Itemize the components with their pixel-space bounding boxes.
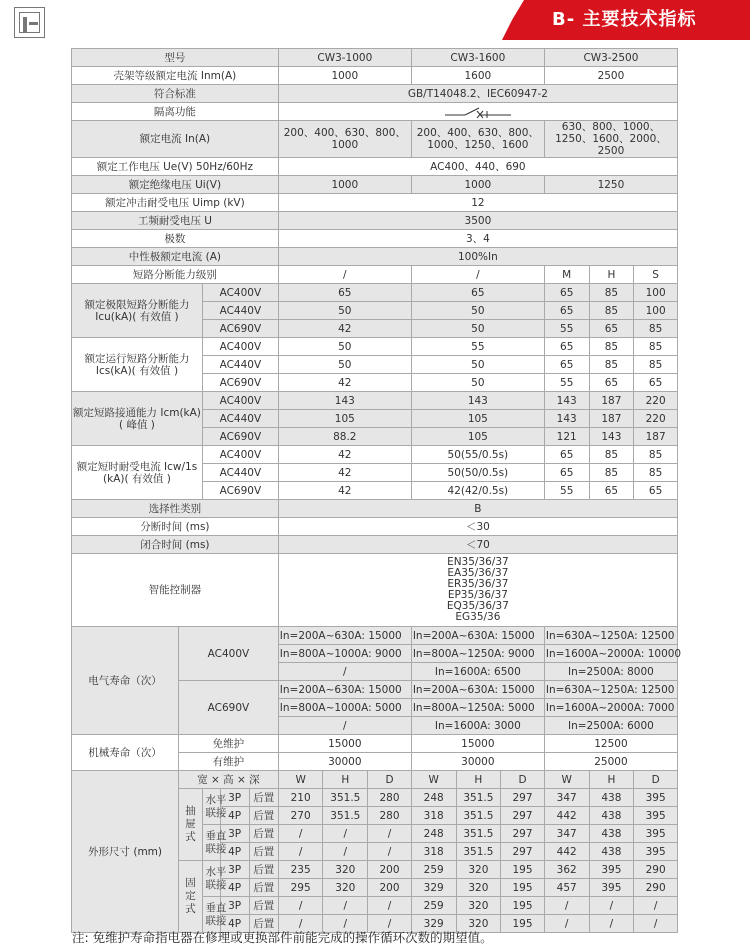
cell: 457 <box>544 879 589 897</box>
label-fixed-text: 固定式 <box>185 877 196 915</box>
cell: In=200A~630A: 15000 <box>278 681 411 699</box>
cell: 42 <box>278 446 411 464</box>
cell: 85 <box>589 464 634 482</box>
controller-item: EP35/36/37 <box>447 589 508 601</box>
cell: / <box>544 915 589 933</box>
row-ue <box>72 158 678 176</box>
row-elec-1 <box>72 627 678 645</box>
company-logo <box>14 7 45 38</box>
cell: H <box>323 771 368 789</box>
cell: AC440V <box>202 356 278 374</box>
cell: 1000 <box>278 176 411 194</box>
cell: / <box>634 897 678 915</box>
cell: / <box>278 663 411 681</box>
cell: 42 <box>278 482 411 500</box>
cell: 65 <box>634 374 678 392</box>
cell: In=2500A: 8000 <box>544 663 677 681</box>
cell: In=630A~1250A: 12500 <box>544 627 677 645</box>
cell: 395 <box>634 807 678 825</box>
cell: In=1600A: 3000 <box>411 717 544 735</box>
cell: H <box>456 771 501 789</box>
cell: D <box>501 771 545 789</box>
cell: 65 <box>544 446 589 464</box>
cell: 后置 <box>249 915 278 933</box>
label-horiz-text: 水平联接 <box>205 793 227 819</box>
cell: 187 <box>589 392 634 410</box>
cell: In=1600A~2000A: 10000 <box>544 645 677 663</box>
cell: 55 <box>544 320 589 338</box>
label-controller: 智能控制器 <box>72 554 279 627</box>
cell: 270 <box>278 807 323 825</box>
row-selectivity <box>72 500 678 518</box>
cell: 1000 <box>278 67 411 85</box>
cell: 65 <box>544 302 589 320</box>
cell: 12 <box>278 194 677 212</box>
row-icm-1 <box>72 392 678 410</box>
cell: AC440V <box>202 302 278 320</box>
cell: S <box>634 266 678 284</box>
cell: AC690V <box>202 320 278 338</box>
cell: / <box>278 843 323 861</box>
cell: AC690V <box>202 482 278 500</box>
cell: W <box>544 771 589 789</box>
row-breaking <box>72 266 678 284</box>
label-rated: 额定电流 In(A) <box>72 121 279 158</box>
cell: 395 <box>589 861 634 879</box>
cell: 143 <box>411 392 544 410</box>
cell: 630、800、1000、1250、1600、2000、2500 <box>544 121 677 158</box>
row-dim-header <box>72 771 678 789</box>
cell: 143 <box>544 410 589 428</box>
cell: 442 <box>544 843 589 861</box>
row-close-time <box>72 536 678 554</box>
cell: 30000 <box>411 753 544 771</box>
cell: / <box>323 897 368 915</box>
cell: D <box>634 771 678 789</box>
label-ui: 额定绝缘电压 Ui(V) <box>72 176 279 194</box>
cell: 50 <box>278 302 411 320</box>
cell: 395 <box>589 879 634 897</box>
label-ue: 额定工作电压 Ue(V) 50Hz/60Hz <box>72 158 279 176</box>
row-ics-1 <box>72 338 678 356</box>
cell: AC690V <box>202 374 278 392</box>
cell: 3P <box>220 897 249 915</box>
cell: In=200A~630A: 15000 <box>411 681 544 699</box>
cell: In=200A~630A: 15000 <box>411 627 544 645</box>
controller-item: EA35/36/37 <box>447 567 509 579</box>
row-break-time <box>72 518 678 536</box>
cell: 100 <box>634 284 678 302</box>
row-std <box>72 85 678 103</box>
cell: 248 <box>411 789 456 807</box>
cell: 1000 <box>411 176 544 194</box>
label-horiz <box>202 861 227 897</box>
cell: 50(55/0.5s) <box>411 446 544 464</box>
model-col-1: CW3-1000 <box>278 49 411 67</box>
row-model <box>72 49 678 67</box>
section-title: B- 主要技术指标 <box>552 9 697 30</box>
cell: W <box>411 771 456 789</box>
cell: 220 <box>634 392 678 410</box>
row-neutral <box>72 248 678 266</box>
cell: B <box>278 500 677 518</box>
controller-item: ER35/36/37 <box>447 578 509 590</box>
cell: 3500 <box>278 212 677 230</box>
cell: 100%In <box>278 248 677 266</box>
label-dim: 外形尺寸 (mm) <box>72 771 179 933</box>
cell: / <box>368 897 412 915</box>
cell: GB/T14048.2、IEC60947-2 <box>278 85 677 103</box>
cell: / <box>411 266 544 284</box>
cell: / <box>368 843 412 861</box>
row-frame <box>72 67 678 85</box>
cell: / <box>368 825 412 843</box>
cell: 320 <box>323 861 368 879</box>
model-col-2: CW3-1600 <box>411 49 544 67</box>
cell: 后置 <box>249 861 278 879</box>
cell: 320 <box>323 879 368 897</box>
cell: 362 <box>544 861 589 879</box>
cell: 55 <box>411 338 544 356</box>
cell: 347 <box>544 789 589 807</box>
cell: 318 <box>411 807 456 825</box>
cell: 4P <box>220 879 249 897</box>
cell: In=800A~1250A: 9000 <box>411 645 544 663</box>
cell: 65 <box>411 284 544 302</box>
cell: In=800A~1250A: 5000 <box>411 699 544 717</box>
cell: D <box>368 771 412 789</box>
cell: 50 <box>411 374 544 392</box>
cell: 320 <box>456 897 501 915</box>
cell: In=2500A: 6000 <box>544 717 677 735</box>
row-controller <box>72 554 678 627</box>
cell: 438 <box>589 843 634 861</box>
cell: 280 <box>368 807 412 825</box>
cell: 65 <box>544 284 589 302</box>
cell: 85 <box>589 338 634 356</box>
cell: 442 <box>544 807 589 825</box>
cell: 50(50/0.5s) <box>411 464 544 482</box>
cell: 85 <box>634 446 678 464</box>
row-u <box>72 212 678 230</box>
cell: 1600 <box>411 67 544 85</box>
cell: AC400V <box>202 338 278 356</box>
cell: 3、4 <box>278 230 677 248</box>
cell: 42 <box>278 464 411 482</box>
cell: 200、400、630、800、1000、1250、1600 <box>411 121 544 158</box>
label-poles: 极数 <box>72 230 279 248</box>
label-vert-text: 垂直联接 <box>205 829 227 855</box>
isolation-symbol <box>278 103 677 121</box>
cell: 85 <box>589 284 634 302</box>
label-ics: 额定运行短路分断能力 Ics(kA)( 有效值 ) <box>72 338 203 392</box>
row-icw-1 <box>72 446 678 464</box>
cell: 有维护 <box>179 753 279 771</box>
cell: 42(42/0.5s) <box>411 482 544 500</box>
cell: 50 <box>278 356 411 374</box>
cell: / <box>278 897 323 915</box>
cell: 143 <box>589 428 634 446</box>
cell: 85 <box>589 446 634 464</box>
label-mech-life: 机械寿命（次） <box>72 735 179 771</box>
label-selectivity: 选择性类别 <box>72 500 279 518</box>
cell: 50 <box>278 338 411 356</box>
label-std: 符合标准 <box>72 85 279 103</box>
cell: 50 <box>411 356 544 374</box>
cell: 后置 <box>249 897 278 915</box>
cell: 235 <box>278 861 323 879</box>
cell: 143 <box>278 392 411 410</box>
cell: 200 <box>368 879 412 897</box>
cell: 25000 <box>544 753 677 771</box>
cell: 1250 <box>544 176 677 194</box>
cell: 195 <box>501 897 545 915</box>
label-horiz <box>202 789 227 825</box>
cell: 65 <box>589 320 634 338</box>
cell: 290 <box>634 879 678 897</box>
cell: / <box>278 266 411 284</box>
cell: 2500 <box>544 67 677 85</box>
cell: 143 <box>544 392 589 410</box>
label-icu: 额定极限短路分断能力 Icu(kA)( 有效值 ) <box>72 284 203 338</box>
cell: 259 <box>411 861 456 879</box>
label-horiz-text: 水平联接 <box>205 865 227 891</box>
isolator-symbol-icon <box>443 106 513 118</box>
cell: 438 <box>589 825 634 843</box>
cell: 438 <box>589 807 634 825</box>
cell: M <box>544 266 589 284</box>
cell: ＜30 <box>278 518 677 536</box>
cell: 320 <box>456 915 501 933</box>
cell: 55 <box>544 374 589 392</box>
cell: 12500 <box>544 735 677 753</box>
row-ui <box>72 176 678 194</box>
cell: 85 <box>634 320 678 338</box>
cell: 42 <box>278 320 411 338</box>
label-vert-text: 垂直联接 <box>205 901 227 927</box>
cell: 351.5 <box>456 843 501 861</box>
cell: 65 <box>544 338 589 356</box>
cell: 220 <box>634 410 678 428</box>
row-isolation <box>72 103 678 121</box>
cell: 后置 <box>249 789 278 807</box>
cell: / <box>323 843 368 861</box>
cell: 42 <box>278 374 411 392</box>
cell: 85 <box>634 464 678 482</box>
cell: 320 <box>456 861 501 879</box>
label-model: 型号 <box>72 49 279 67</box>
cell: 3P <box>220 825 249 843</box>
cell: AC440V <box>202 410 278 428</box>
cell: / <box>278 915 323 933</box>
cell: 259 <box>411 897 456 915</box>
cell: 329 <box>411 879 456 897</box>
cell: / <box>323 915 368 933</box>
cell: 65 <box>278 284 411 302</box>
cell: 65 <box>544 464 589 482</box>
cell: 85 <box>634 338 678 356</box>
spec-table <box>71 48 682 933</box>
cell: 后置 <box>249 825 278 843</box>
cell: AC400V <box>202 392 278 410</box>
label-breaking: 短路分断能力级别 <box>72 266 279 284</box>
cell: 后置 <box>249 807 278 825</box>
cell: 免维护 <box>179 735 279 753</box>
cell: 105 <box>411 428 544 446</box>
controller-list <box>278 554 677 627</box>
cell: H <box>589 771 634 789</box>
row-poles <box>72 230 678 248</box>
cell: 280 <box>368 789 412 807</box>
label-vert <box>202 825 227 861</box>
label-neutral: 中性极额定电流 (A) <box>72 248 279 266</box>
cell: / <box>323 825 368 843</box>
label-close-time: 闭合时间 (ms) <box>72 536 279 554</box>
cell: In=630A~1250A: 12500 <box>544 681 677 699</box>
cell: 395 <box>634 789 678 807</box>
label-uimp: 额定冲击耐受电压 Uimp (kV) <box>72 194 279 212</box>
label-drawout-text: 抽屉式 <box>185 805 196 843</box>
cell: H <box>589 266 634 284</box>
cell: 195 <box>501 861 545 879</box>
cell: 85 <box>589 356 634 374</box>
label-u: 工频耐受电压 U <box>72 212 279 230</box>
cell: 297 <box>501 825 545 843</box>
cell: 65 <box>544 356 589 374</box>
cell: 248 <box>411 825 456 843</box>
cell: 50 <box>411 302 544 320</box>
controller-item: EG35/36 <box>455 611 501 623</box>
cell: 宽 × 高 × 深 <box>179 771 279 789</box>
cell: 351.5 <box>323 789 368 807</box>
cell: 195 <box>501 915 545 933</box>
row-uimp <box>72 194 678 212</box>
row-rated <box>72 121 678 158</box>
cell: / <box>544 897 589 915</box>
cell: 195 <box>501 879 545 897</box>
cell: 88.2 <box>278 428 411 446</box>
cell: / <box>278 825 323 843</box>
cell: 65 <box>589 374 634 392</box>
cell: 187 <box>589 410 634 428</box>
section-banner <box>500 0 750 40</box>
cell: 351.5 <box>323 807 368 825</box>
cell: 50 <box>411 320 544 338</box>
cell: 438 <box>589 789 634 807</box>
label-elec-life: 电气寿命（次） <box>72 627 179 735</box>
cell: 85 <box>589 302 634 320</box>
cell: 后置 <box>249 879 278 897</box>
cell: 200、400、630、800、1000 <box>278 121 411 158</box>
cell: AC690V <box>179 681 279 735</box>
cell: 187 <box>634 428 678 446</box>
cell: ＜70 <box>278 536 677 554</box>
label-icw: 额定短时耐受电流 Icw/1s (kA)( 有效值 ) <box>72 446 203 500</box>
cell: 105 <box>411 410 544 428</box>
cell: / <box>589 897 634 915</box>
cell: AC400V <box>202 446 278 464</box>
cell: 3P <box>220 789 249 807</box>
cell: 351.5 <box>456 825 501 843</box>
row-icu-1 <box>72 284 678 302</box>
controller-item: EN35/36/37 <box>447 556 509 568</box>
cell: 297 <box>501 807 545 825</box>
label-frame: 壳架等级额定电流 Inm(A) <box>72 67 279 85</box>
cell: In=1600A: 6500 <box>411 663 544 681</box>
cell: 4P <box>220 843 249 861</box>
cell: In=1600A~2000A: 7000 <box>544 699 677 717</box>
cell: In=800A~1000A: 5000 <box>278 699 411 717</box>
cell: AC690V <box>202 428 278 446</box>
cell: 15000 <box>411 735 544 753</box>
cell: 329 <box>411 915 456 933</box>
cell: 395 <box>634 843 678 861</box>
cell: In=200A~630A: 15000 <box>278 627 411 645</box>
label-fixed <box>179 861 203 933</box>
footnote: 注: 免维护寿命指电器在修理或更换部件前能完成的操作循环次数的期望值。 <box>72 930 493 945</box>
cell: 后置 <box>249 843 278 861</box>
cell: 290 <box>634 861 678 879</box>
label-drawout <box>179 789 203 861</box>
cell: AC400V <box>179 627 279 681</box>
cell: / <box>634 915 678 933</box>
cell: 4P <box>220 807 249 825</box>
model-col-3: CW3-2500 <box>544 49 677 67</box>
label-break-time: 分断时间 (ms) <box>72 518 279 536</box>
cell: 351.5 <box>456 807 501 825</box>
cell: 65 <box>634 482 678 500</box>
label-isolation: 隔离功能 <box>72 103 279 121</box>
cell: 30000 <box>278 753 411 771</box>
cell: 320 <box>456 879 501 897</box>
cell: / <box>368 915 412 933</box>
cell: 15000 <box>278 735 411 753</box>
cell: 4P <box>220 915 249 933</box>
cell: 65 <box>589 482 634 500</box>
label-icm: 额定短路接通能力 Icm(kA)( 峰值 ) <box>72 392 203 446</box>
cell: 395 <box>634 825 678 843</box>
cell: 297 <box>501 843 545 861</box>
cell: AC400V <box>202 284 278 302</box>
controller-item: EQ35/36/37 <box>446 600 509 612</box>
cell: AC440V <box>202 464 278 482</box>
cell: 105 <box>278 410 411 428</box>
cell: / <box>589 915 634 933</box>
cell: 351.5 <box>456 789 501 807</box>
cell: In=800A~1000A: 9000 <box>278 645 411 663</box>
cell: 347 <box>544 825 589 843</box>
cell: 295 <box>278 879 323 897</box>
cell: 3P <box>220 861 249 879</box>
cell: 318 <box>411 843 456 861</box>
cell: / <box>278 717 411 735</box>
cell: 297 <box>501 789 545 807</box>
cell: 210 <box>278 789 323 807</box>
cell: W <box>278 771 323 789</box>
cell: 55 <box>544 482 589 500</box>
cell: AC400、440、690 <box>278 158 677 176</box>
cell: 121 <box>544 428 589 446</box>
row-mech-1 <box>72 735 678 753</box>
cell: 100 <box>634 302 678 320</box>
cell: 85 <box>634 356 678 374</box>
cell: 200 <box>368 861 412 879</box>
